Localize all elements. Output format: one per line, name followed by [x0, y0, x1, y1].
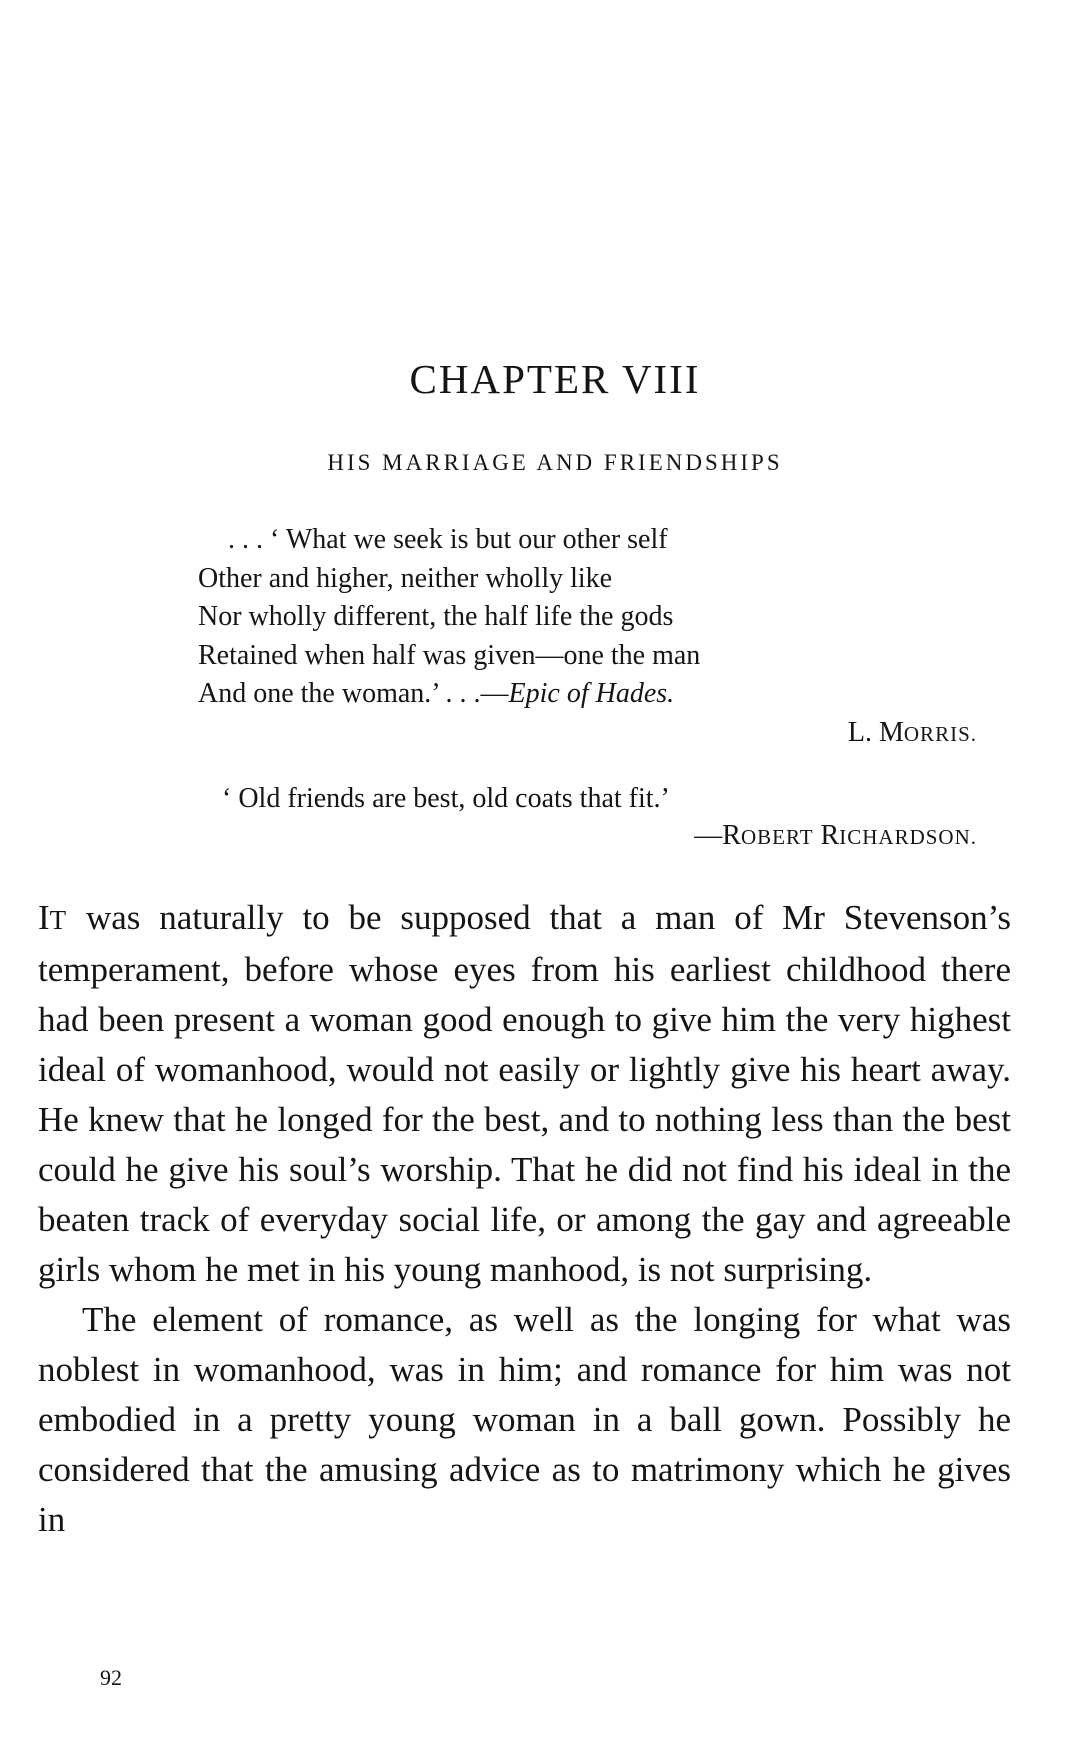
- attribution-last-name: ICHARDSON.: [839, 825, 977, 849]
- attribution-first-name: OBERT: [740, 825, 814, 849]
- epigraph-source-title: Epic of Hades.: [508, 678, 675, 709]
- epigraph-attribution-richardson: [694, 820, 977, 852]
- epigraph-attribution-morris: [848, 717, 977, 749]
- chapter-title: CHAPTER VIII: [409, 356, 701, 402]
- attribution-rest: ORRIS.: [903, 722, 977, 746]
- attribution-initials: L. M: [847, 717, 904, 748]
- attribution-last-initial: R: [820, 820, 840, 851]
- attribution-initial: —R: [694, 820, 741, 851]
- epigraph-line: [198, 675, 818, 714]
- chapter-subtitle: HIS MARRIAGE AND FRIENDSHIPS: [327, 450, 783, 475]
- epigraph-line: ‘ Old friends are best, old coats that fit.’: [222, 783, 670, 814]
- epigraph-morris: [198, 521, 818, 714]
- dropcap: I: [38, 898, 50, 937]
- epigraph-line: Nor wholly different, the half life the gods: [198, 601, 674, 632]
- dropcap-small: T: [49, 905, 68, 935]
- paragraph-1: [38, 893, 1011, 1295]
- epigraph-last-line-text: And one the woman.’ . . .—: [198, 678, 509, 709]
- epigraph-richardson: [222, 780, 842, 819]
- epigraph-line: Retained when half was given—one the man: [198, 639, 701, 671]
- paragraph-2: The element of romance, as well as the longing for what was noblest in womanhood, was in him; and romance for him was not embodied in a pretty young woman in a ball gown. Possibly he considered that the amusing advice as to matrimony which he gives in: [38, 1300, 1011, 1539]
- epigraph-line: Other and higher, neither wholly like: [198, 562, 613, 594]
- page-number: 92: [100, 1665, 122, 1690]
- epigraph-line: . . . ‘ What we seek is but our other self: [228, 524, 668, 555]
- paragraph-1-text: was naturally to be supposed that a man of Mr Stevenson’s temperament, before whose eyes from his earliest childhood there had been present a woman good enough to give him the very highest ideal of womanhood, would not easily or lightly give his heart away. He knew that he longed for the best, and to nothing less than the best could he give his soul’s worship. That he did not find his ideal in the beaten track of everyday social life, or among the gay and agreeable girls whom he met in his young manhood, is not surprising.: [38, 898, 1011, 1289]
- chapter-body: [38, 893, 1011, 1545]
